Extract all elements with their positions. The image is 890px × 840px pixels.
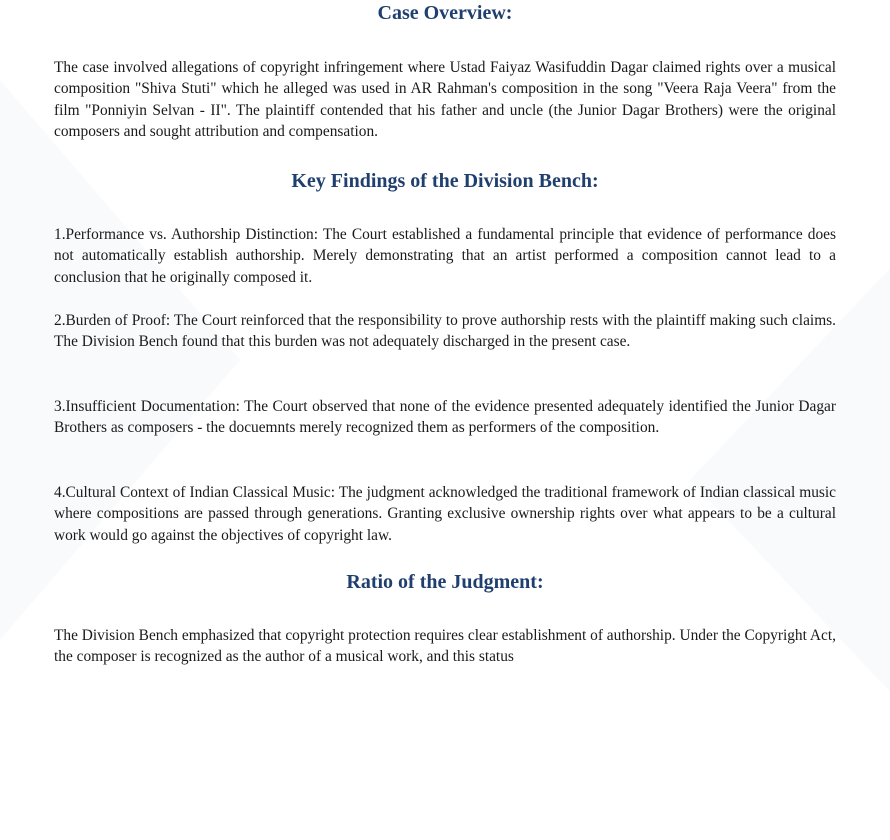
key-findings-heading: Key Findings of the Division Bench: [291, 170, 599, 192]
case-overview-heading: Case Overview: [377, 2, 513, 24]
finding-item-3: 3.Insufficient Documentation: The Court observed that none of the evidence presented adequately identified the Junior Dagar Brothers as composers - the docuemnts merely recognized them as performers of the composition. [54, 398, 836, 437]
finding-item-2: 2.Burden of Proof: The Court reinforced that the responsibility to prove authorship rests with the plaintiff making such claims. The Division Bench found that this burden was not adequately discharged in the present case. [54, 312, 836, 351]
finding-item-4: 4.Cultural Context of Indian Classical Music: The judgment acknowledged the traditional framework of Indian classical music where compositions are passed through generations. Granting exclusive ownership rights over what appears to be a cultural work would go against the objectives of copyright law. [54, 484, 836, 544]
case-overview-paragraph: The case involved allegations of copyright infringement where Ustad Faiyaz Wasifuddin Dagar claimed rights over a musical composition "Shiva Stuti" which he alleged was used in AR Rahman's composition in the song "Veera Raja Veera" from the film "Ponniyin Selvan - II". The plaintiff contended that his father and uncle (the Junior Dagar Brothers) were the original composers and sought attribution and compensation. [54, 59, 836, 141]
finding-item-1: 1.Performance vs. Authorship Distinction: The Court established a fundamental principle that evidence of performance does not automatically establish authorship. Merely demonstrating that an artist performed a composition cannot lead to a conclusion that he originally composed it. [54, 226, 836, 286]
ratio-heading: Ratio of the Judgment: [346, 571, 544, 593]
ratio-paragraph: The Division Bench emphasized that copyright protection requires clear establishment of authorship. Under the Copyright Act, the composer is recognized as the author of a musical work, and this status [54, 627, 836, 666]
